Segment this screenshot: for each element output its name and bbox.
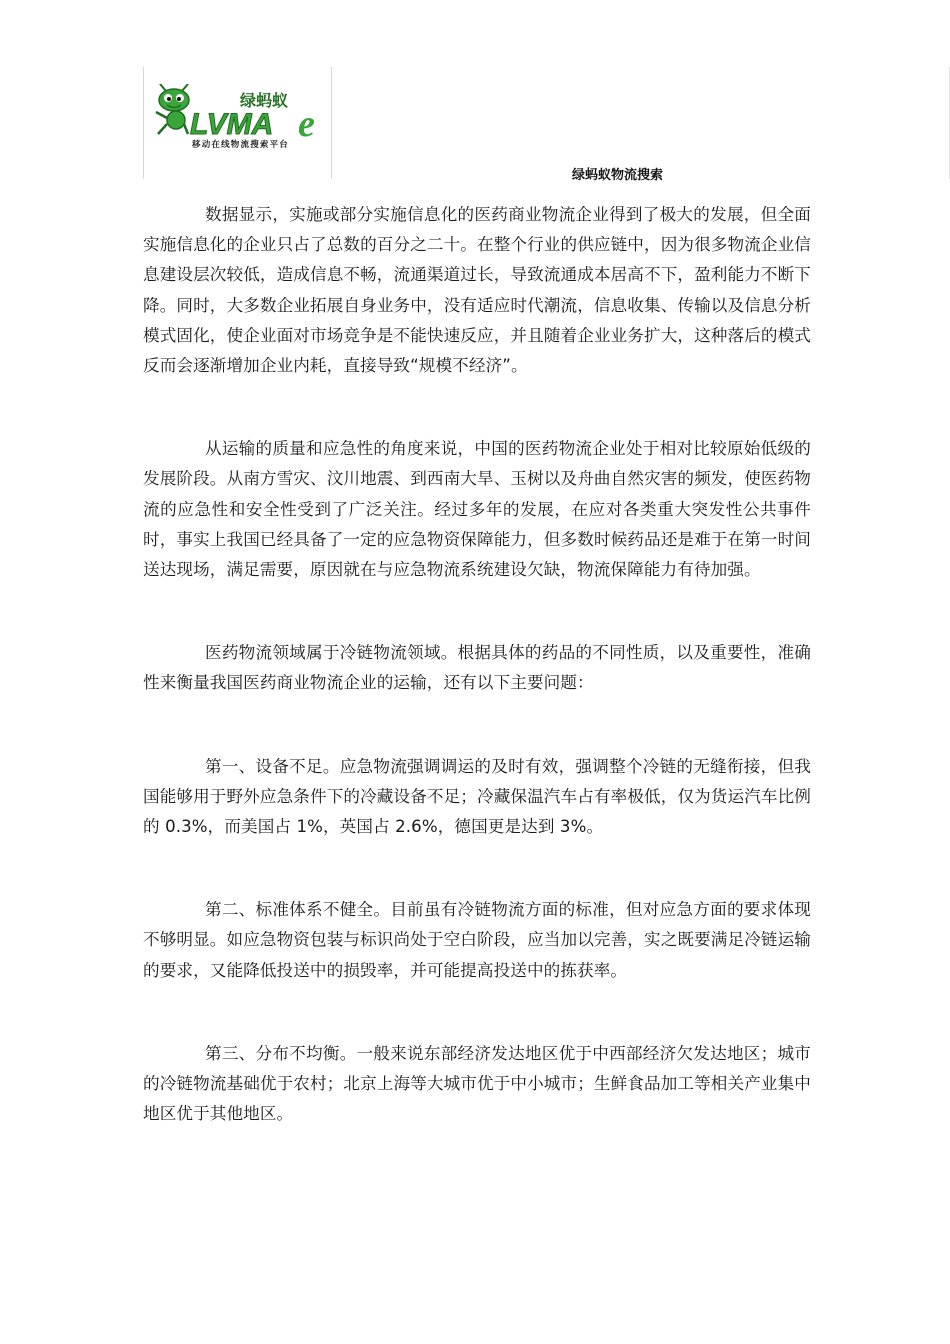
paragraph-6: 第三、分布不均衡。一般来说东部经济发达地区优于中西部经济欠发达地区；城市的冷链物流基础优于农村；北京上海等大城市优于中小城市；生鲜食品加工等相关产业集中地区优于其他地区。 — [143, 1043, 811, 1124]
paragraph-5: 第二、标准体系不健全。目前虽有冷链物流方面的标准，但对应急方面的要求体现不够明显。如应急物资包装与标识尚处于空白阶段，应当加以完善，实之既要满足冷链运输的要求，又能降低投送中的损毁率，并可能提高投送中的拣获率。 — [143, 900, 811, 980]
article-body — [143, 200, 811, 1129]
ant-logo-graphic — [154, 84, 326, 140]
paragraph-2: 从运输的质量和应急性的角度来说，中国的医药物流企业处于相对比较原始低级的发展阶段。从南方雪灾、汶川地震、到西南大旱、玉树以及舟曲自然灾害的频发，使医药物流的应急性和安全性受到了广泛关注。经过多年的发展，在应对各类重大突发性公共事件时，事实上我国已经具备了一定的应急物资保障能力，但多数时候药品还是难于在第一时间送达现场，满足需要，原因就在与应急物流系统建设欠缺，物流保障能力有待加强。 — [143, 439, 811, 580]
logo-en-text: LVMA — [190, 108, 274, 140]
logo-cn-text: 绿蚂蚁 — [240, 91, 289, 110]
lvmae-logo — [154, 84, 326, 154]
logo-e-glyph: e — [298, 103, 315, 140]
header-divider-left — [143, 67, 144, 179]
paragraph-3: 医药物流领域属于冷链物流领域。根据具体的药品的不同性质，以及重要性，准确性来衡量我国医药商业物流企业的运输，还有以下主要问题： — [143, 643, 811, 693]
header-divider-middle — [331, 67, 332, 179]
logo-tagline: 移动在线物流搜索平台 — [192, 140, 290, 150]
paragraph-4: 第一、设备不足。应急物流强调调运的及时有效，强调整个冷链的无缝衔接，但我国能够用于野外应急条件下的冷藏设备不足；冷藏保温汽车占有率极低，仅为货运汽车比例的 0.3%，而美国占 1%，英国占 2.6%，德国更是达到 3%。 — [143, 756, 811, 837]
site-title: 绿蚂蚁物流搜索 — [572, 168, 664, 183]
paragraph-1: 数据显示，实施或部分实施信息化的医药商业物流企业得到了极大的发展，但全面实施信息化的企业只占了总数的百分之二十。在整个行业的供应链中，因为很多物流企业信息建设层次较低，造成信息不畅，流通渠道过长，导致流通成本居高不下，盈利能力不断下降。同时，大多数企业拓展自身业务中，没有适应时代潮流，信息收集、传输以及信息分析模式固化，使企业面对市场竞争是不能快速反应，并且随着企业业务扩大，这种落后的模式反而会逐渐增加企业内耗，直接导致“规模不经济”。 — [143, 205, 811, 376]
